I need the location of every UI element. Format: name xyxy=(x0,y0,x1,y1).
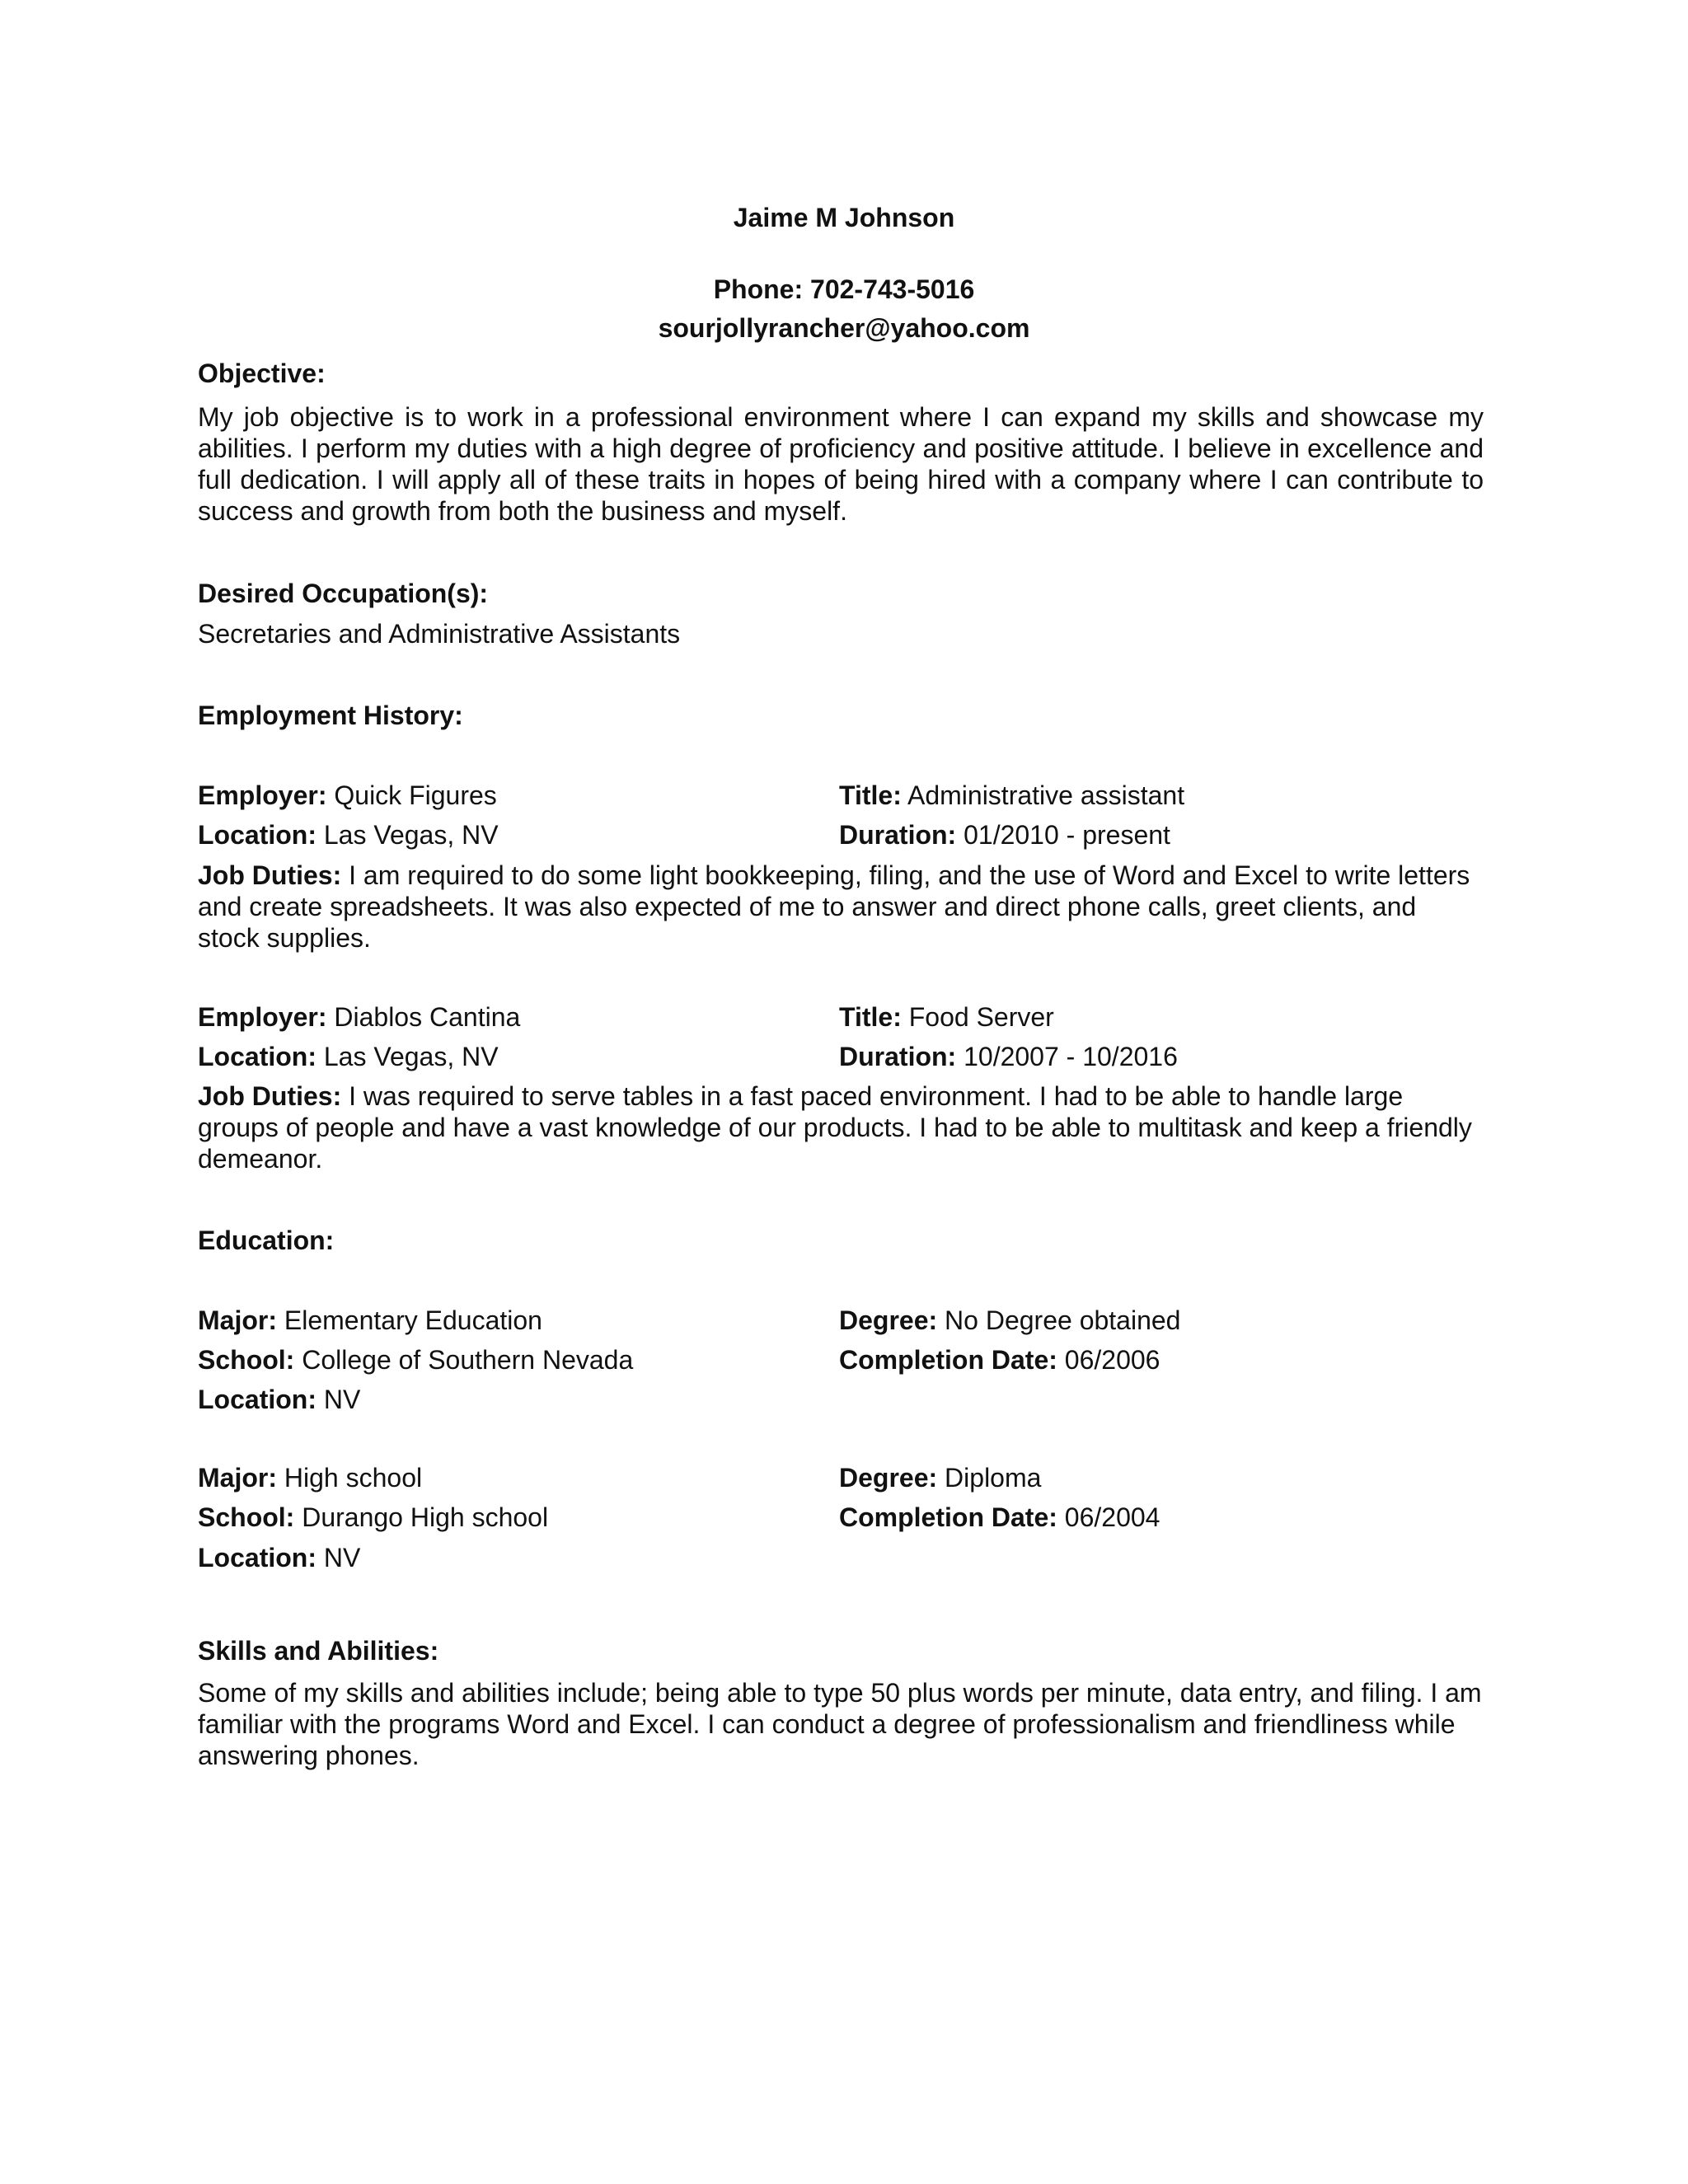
edu-location xyxy=(198,1383,360,1416)
title-value: Administrative assistant xyxy=(907,780,1185,810)
job-location xyxy=(198,1040,499,1073)
location-label: Location: xyxy=(198,820,316,850)
edu-degree xyxy=(839,1304,1180,1337)
location-value: Las Vegas, NV xyxy=(323,1042,499,1071)
location-label: Location: xyxy=(198,1042,316,1071)
location-value: NV xyxy=(323,1385,361,1414)
location-label: Location: xyxy=(198,1543,316,1572)
edu-degree xyxy=(839,1461,1041,1494)
edu-completion xyxy=(839,1501,1160,1534)
duration-value: 10/2007 - 10/2016 xyxy=(964,1042,1178,1071)
major-label: Major: xyxy=(198,1463,277,1493)
employer-label: Employer: xyxy=(198,780,327,810)
degree-label: Degree: xyxy=(839,1305,938,1335)
major-value: High school xyxy=(284,1463,423,1493)
major-label: Major: xyxy=(198,1305,277,1335)
job-employer xyxy=(198,1001,520,1033)
desired-occupation-text: Secretaries and Administrative Assistants xyxy=(198,619,681,649)
degree-label: Degree: xyxy=(839,1463,938,1493)
completion-label: Completion Date: xyxy=(839,1502,1057,1532)
location-label: Location: xyxy=(198,1385,316,1414)
job-duties xyxy=(198,860,1484,954)
school-label: School: xyxy=(198,1502,295,1532)
edu-location xyxy=(198,1541,360,1574)
employer-value: Diablos Cantina xyxy=(334,1002,521,1032)
edu-completion xyxy=(839,1343,1160,1376)
school-label: School: xyxy=(198,1345,295,1375)
desired-occupation-heading: Desired Occupation(s): xyxy=(198,579,489,608)
duties-text: I was required to serve tables in a fast paced environment. I had to be able to handle large groups of people and have a vast knowledge of our products. I had to be able to multitask and keep a friendly demeanor. xyxy=(198,1081,1472,1174)
degree-value: No Degree obtained xyxy=(945,1305,1181,1335)
education-heading: Education: xyxy=(198,1226,335,1255)
completion-label: Completion Date: xyxy=(839,1345,1057,1375)
email-address: sourjollyrancher@yahoo.com xyxy=(658,313,1030,343)
objective-text: My job objective is to work in a professional environment where I can expand my skills and showcase my abilities. I perform my duties with a high degree of proficiency and positive attitude. I believe in excellence and full dedication. I will apply all of these traits in hopes of being hired with a company where I can contribute to success and growth from both the business and myself. xyxy=(198,402,1484,526)
duration-label: Duration: xyxy=(839,820,957,850)
applicant-name: Jaime M Johnson xyxy=(733,203,955,232)
completion-value: 06/2004 xyxy=(1064,1502,1160,1532)
phone-number: Phone: 702-743-5016 xyxy=(713,274,975,304)
objective-heading: Objective: xyxy=(198,359,326,388)
duties-label: Job Duties: xyxy=(198,860,342,890)
employment-history-heading: Employment History: xyxy=(198,701,463,730)
duration-label: Duration: xyxy=(839,1042,957,1071)
duties-text: I am required to do some light bookkeeping, filing, and the use of Word and Excel to write letters and create spreadsheets. It was also expected of me to answer and direct phone calls, greet clients, and stock supplies. xyxy=(198,860,1470,953)
school-value: Durango High school xyxy=(302,1502,549,1532)
skills-text: Some of my skills and abilities include; being able to type 50 plus words per minute, data entry, and filing. I am familiar with the programs Word and Excel. I can conduct a degree of professionalism and friendliness while answering phones. xyxy=(198,1678,1482,1770)
title-value: Food Server xyxy=(908,1002,1054,1032)
completion-value: 06/2006 xyxy=(1064,1345,1160,1375)
major-value: Elementary Education xyxy=(284,1305,542,1335)
job-duration xyxy=(839,1040,1178,1073)
duration-value: 01/2010 - present xyxy=(964,820,1170,850)
location-value: NV xyxy=(323,1543,361,1572)
job-location xyxy=(198,818,499,851)
employer-value: Quick Figures xyxy=(334,780,497,810)
job-title xyxy=(839,779,1184,812)
job-title xyxy=(839,1001,1054,1033)
edu-school xyxy=(198,1501,548,1534)
job-employer xyxy=(198,779,497,812)
school-value: College of Southern Nevada xyxy=(302,1345,634,1375)
job-duration xyxy=(839,818,1170,851)
duties-label: Job Duties: xyxy=(198,1081,342,1111)
edu-school xyxy=(198,1343,633,1376)
degree-value: Diploma xyxy=(945,1463,1042,1493)
edu-major xyxy=(198,1304,542,1337)
title-label: Title: xyxy=(839,780,902,810)
title-label: Title: xyxy=(839,1002,902,1032)
edu-major xyxy=(198,1461,422,1494)
location-value: Las Vegas, NV xyxy=(323,820,499,850)
skills-heading: Skills and Abilities: xyxy=(198,1636,439,1666)
employer-label: Employer: xyxy=(198,1002,327,1032)
job-duties xyxy=(198,1080,1484,1174)
